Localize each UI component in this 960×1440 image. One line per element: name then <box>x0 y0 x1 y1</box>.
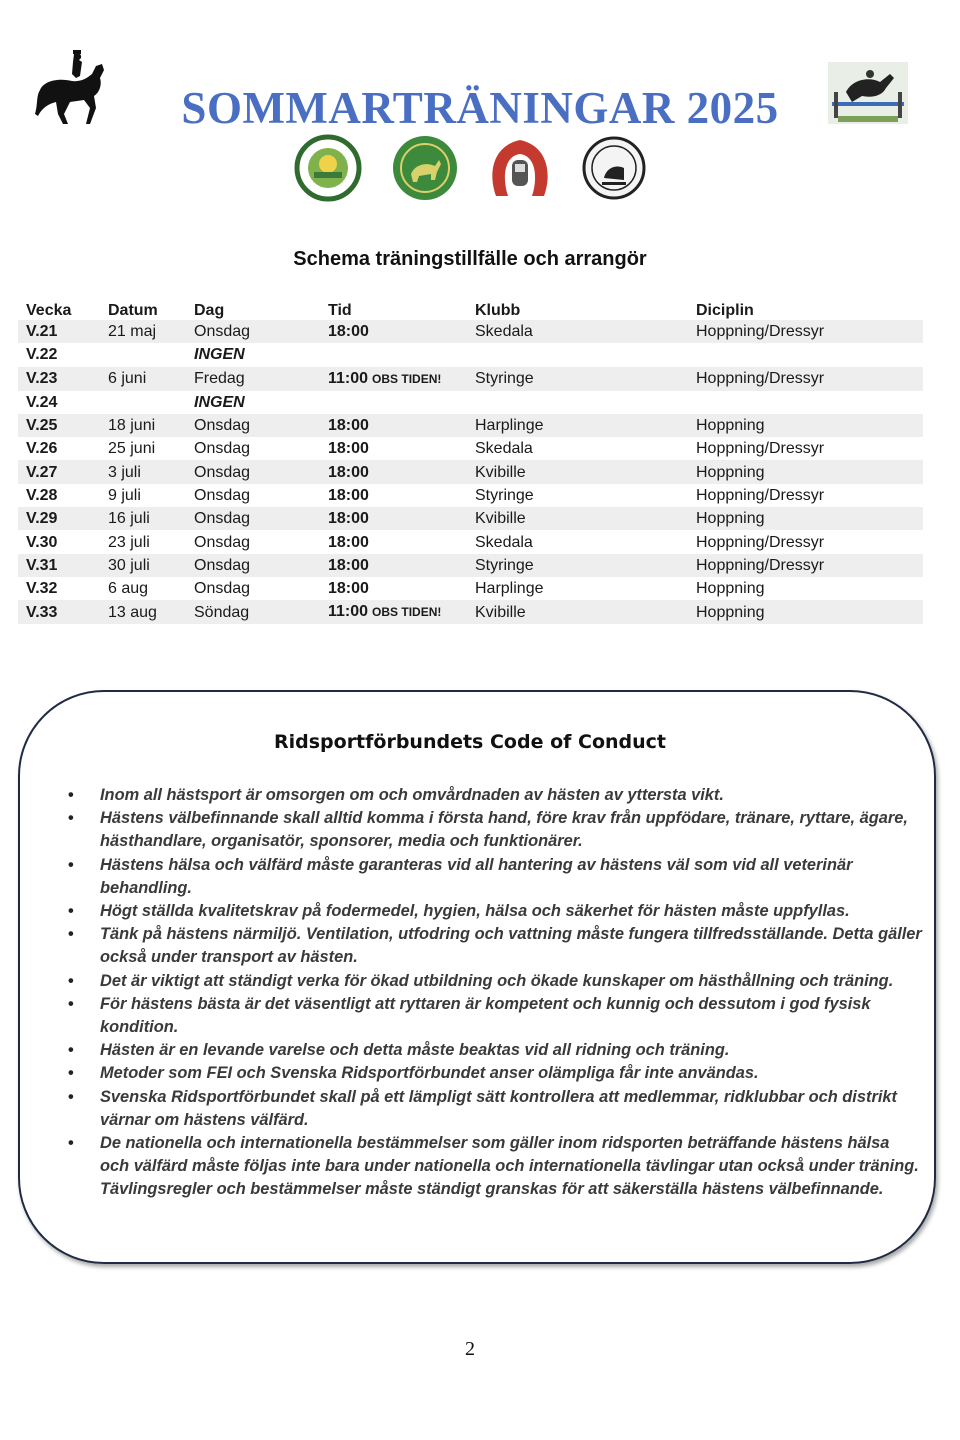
time-value: 18:00 <box>328 510 369 528</box>
time-value: 18:00 <box>328 440 369 458</box>
time-value: 18:00 <box>328 417 369 435</box>
cell-time <box>320 554 467 577</box>
list-item: • Inom all hästsport är omsorgen om och omvårdnaden av hästen av yttersta vikt. <box>60 784 922 807</box>
cell-time <box>320 414 467 437</box>
table-row <box>18 414 923 437</box>
cell-discipline: Hoppning <box>688 600 923 624</box>
cell-date: 9 juli <box>108 486 141 504</box>
cell-discipline <box>688 391 923 414</box>
list-item: • Högt ställda kvalitetskrav på fodermedel, hygien, hälsa och säkerhet för hästen måste uppfyllas. <box>60 900 922 923</box>
cell-club: Styringe <box>467 367 688 391</box>
cell-date: 23 juli <box>108 533 150 551</box>
cell-day: Onsdag <box>194 533 251 551</box>
cell-time <box>320 600 467 624</box>
cell-date: 21 maj <box>100 320 186 343</box>
cell-week: V.21 <box>18 320 100 343</box>
column-header-week: Vecka <box>26 302 72 319</box>
cell-week: V.33 <box>18 600 100 624</box>
cell-week: V.31 <box>18 554 100 577</box>
cell-club: Kvibille <box>467 600 688 624</box>
cell-club: Kvibille <box>467 507 688 530</box>
cell-date <box>100 343 186 366</box>
time-value: 18:00 <box>328 556 369 574</box>
cell-discipline: Hoppning/Dressyr <box>688 320 923 343</box>
cell-discipline: Hoppning <box>688 507 923 530</box>
cell-day: Onsdag <box>194 580 251 598</box>
cell-time <box>320 507 467 530</box>
cell-date: 13 aug <box>100 600 186 624</box>
cell-date: 6 aug <box>108 580 149 598</box>
cell-week: V.22 <box>26 346 58 364</box>
cell-time <box>320 437 467 460</box>
cell-time <box>320 460 467 483</box>
table-row <box>18 367 923 391</box>
column-header-discipline: Diciplin <box>696 302 754 319</box>
cell-discipline <box>688 343 923 366</box>
cell-discipline: Hoppning/Dressyr <box>696 533 825 551</box>
schedule-heading: Schema träningstillfälle och arrangör <box>293 248 647 270</box>
cell-discipline: Hoppning/Dressyr <box>688 367 923 391</box>
cell-date: 3 juli <box>100 460 186 483</box>
page-number: 2 <box>465 1338 475 1360</box>
time-value: 11:00 <box>328 603 369 621</box>
show-jumping-icon <box>828 62 908 124</box>
table-row <box>18 391 923 414</box>
cell-club: Styringe <box>467 554 688 577</box>
cell-time <box>320 391 467 414</box>
schedule-rows <box>18 320 923 624</box>
schedule-table <box>18 297 923 624</box>
cell-discipline: Hoppning/Dressyr <box>696 440 825 458</box>
cell-day: Onsdag <box>194 486 251 504</box>
time-value: 11:00 <box>328 369 369 387</box>
cell-day: Onsdag <box>186 554 320 577</box>
table-row <box>18 600 923 624</box>
list-item: • Metoder som FEI och Svenska Ridsportförbundet anser olämpliga får inte användas. <box>60 1062 922 1085</box>
cell-time <box>320 320 467 343</box>
column-header-day: Dag <box>194 302 225 319</box>
code-of-conduct-heading: Ridsportförbundets Code of Conduct <box>273 731 667 753</box>
cell-club <box>467 391 688 414</box>
column-header-time: Tid <box>328 302 352 319</box>
cell-date <box>100 391 186 414</box>
column-header-club: Klubb <box>475 302 521 319</box>
cell-week: V.24 <box>26 393 58 411</box>
time-value: 18:00 <box>328 580 369 598</box>
club-logo-3 <box>486 134 554 202</box>
list-item: • De nationella och internationella bestämmelser som gäller inom ridsporten beträffande hästens hälsa och välfärd måste följas inte bara under nationella och internationella tävlingar utan också under träning. Tävlingsregler och bestämmelser måste ständigt granskas för att säkerställa hästens välbefinnande. <box>60 1132 922 1202</box>
cell-time <box>320 484 467 507</box>
cell-day: INGEN <box>194 393 245 411</box>
cell-week: V.28 <box>26 486 58 504</box>
list-item: • Hästens hälsa och välfärd måste garanteras vid all hantering av hästens väl som vid all veterinär behandling. <box>60 854 922 900</box>
cell-date: 30 juli <box>100 554 186 577</box>
cell-club: Harplinge <box>467 414 688 437</box>
cell-day: INGEN <box>194 346 245 364</box>
cell-club: Skedala <box>467 320 688 343</box>
code-of-conduct-list <box>60 784 922 1202</box>
cell-discipline: Hoppning <box>688 460 923 483</box>
cell-week: V.26 <box>26 440 58 458</box>
cell-date: 16 juli <box>100 507 186 530</box>
cell-week: V.23 <box>18 367 100 391</box>
cell-week: V.27 <box>18 460 100 483</box>
cell-club: Skedala <box>475 533 533 551</box>
cell-day: Fredag <box>186 367 320 391</box>
styringe-stall-logo <box>580 134 648 202</box>
table-row <box>18 460 923 483</box>
time-value: 18:00 <box>328 323 369 341</box>
cell-date: 6 juni <box>100 367 186 391</box>
time-note: OBS TIDEN! <box>372 371 442 386</box>
cell-club: Styringe <box>475 486 534 504</box>
cell-week: V.25 <box>18 414 100 437</box>
cell-day: Onsdag <box>186 507 320 530</box>
cell-time <box>320 367 467 391</box>
list-item: • För hästens bästa är det väsentligt att ryttaren är kompetent och kunnig och dessutom i god fysisk kondition. <box>60 993 922 1039</box>
cell-time <box>320 530 467 553</box>
cell-time <box>320 343 467 366</box>
list-item: • Hästens välbefinnande skall alltid komma i första hand, före krav från uppfödare, tränare, ryttare, ägare, hästhandlare, organisatör, sponsorer, media och funktionärer. <box>60 807 922 853</box>
time-value: 18:00 <box>328 463 369 481</box>
list-item: • Hästen är en levande varelse och detta måste beaktas vid all ridning och träning. <box>60 1039 922 1062</box>
cell-discipline: Hoppning <box>688 414 923 437</box>
cell-day: Onsdag <box>186 320 320 343</box>
table-row <box>18 507 923 530</box>
list-item: • Tänk på hästens närmiljö. Ventilation, utfodring och vattning måste fungera tillfredsställande. Detta gäller också under transport av hästen. <box>60 923 922 969</box>
cell-discipline: Hoppning/Dressyr <box>688 554 923 577</box>
cell-club: Skedala <box>475 440 533 458</box>
column-header-date: Datum <box>108 302 158 319</box>
cell-day: Söndag <box>186 600 320 624</box>
cell-day: Onsdag <box>186 460 320 483</box>
table-row <box>18 320 923 343</box>
list-item: • Det är viktigt att ständigt verka för ökad utbildning och ökade kunskaper om hästhållning och träning. <box>60 970 922 993</box>
club-logo-kvrk <box>391 134 459 202</box>
cell-day: Onsdag <box>186 414 320 437</box>
cell-time <box>320 577 467 600</box>
cell-discipline: Hoppning <box>696 580 765 598</box>
cell-week: V.29 <box>18 507 100 530</box>
table-row <box>18 343 923 366</box>
cell-day: Onsdag <box>194 440 251 458</box>
time-value: 18:00 <box>328 533 369 551</box>
time-note: OBS TIDEN! <box>372 605 442 620</box>
table-row <box>18 530 923 553</box>
page-title: SOMMARTRÄNINGAR 2025 <box>181 83 779 133</box>
time-value: 18:00 <box>328 486 369 504</box>
table-header-row <box>18 297 923 320</box>
cell-discipline: Hoppning/Dressyr <box>696 486 825 504</box>
club-logo-1 <box>294 134 362 202</box>
cell-week: V.30 <box>26 533 58 551</box>
table-row <box>18 484 923 507</box>
table-row <box>18 577 923 600</box>
table-row <box>18 437 923 460</box>
table-row <box>18 554 923 577</box>
list-item: • Svenska Ridsportförbundet skall på ett lämpligt sätt kontrollera att medlemmar, ridklubbar och distrikt värnar om hästens välfärd. <box>60 1086 922 1132</box>
cell-club: Kvibille <box>467 460 688 483</box>
cell-date: 18 juni <box>100 414 186 437</box>
cell-club <box>467 343 688 366</box>
cell-week: V.32 <box>26 580 58 598</box>
cell-club: Harplinge <box>475 580 544 598</box>
cell-date: 25 juni <box>108 440 156 458</box>
